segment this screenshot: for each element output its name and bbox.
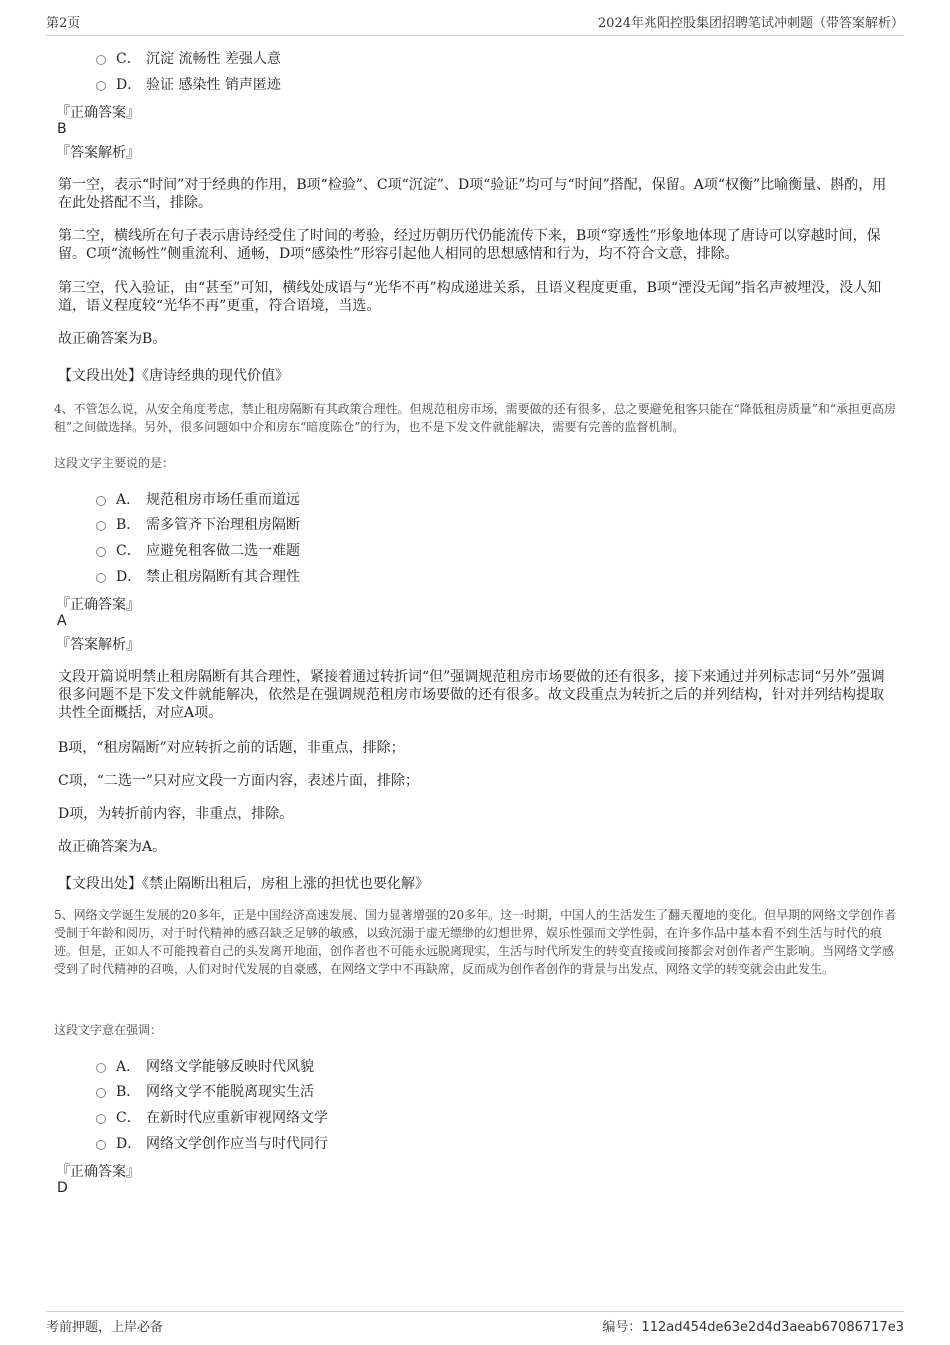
q5-answer: D [57, 1180, 68, 1196]
q5-option-b[interactable]: B． 网络文学不能脱离现实生活 [96, 1081, 314, 1101]
q3-option-d[interactable]: D． 验证 感染性 销声匿迹 [96, 74, 281, 94]
q3-analysis-label: 『答案解析』 [56, 145, 140, 161]
q3-analysis-p2: 第二空，横线所在句子表示唐诗经受住了时间的考验，经过历朝历代仍能流传下来，B项“穿透性”形象地体现了唐诗可以穿越时间，保留。C项“流畅性”侧重流利、通畅，D项“感染性”形容引起他人相同的思想感情和行为，均不符合文意，排除。 [58, 228, 881, 262]
q3-analysis-p3: 第三空，代入验证，由“甚至”可知，横线处成语与“光华不再”构成递进关系，且语义程度更重，B项“湮没无闻”指名声被埋没，没人知道，语义程度较“光华不再”更重，符合语境，当选。 [58, 280, 882, 314]
q4-option-a[interactable]: A． 规范租房市场任重而道远 [96, 489, 300, 509]
q5-answer-label: 『正确答案』 [56, 1164, 140, 1180]
q5-prompt: 这段文字意在强调： [54, 1023, 163, 1037]
q4-answer-label: 『正确答案』 [56, 597, 140, 613]
q4-answer: A [57, 613, 67, 629]
radio-icon[interactable] [96, 573, 106, 583]
radio-icon[interactable] [96, 547, 106, 557]
q4-source: 【文段出处】《禁止隔断出租后，房租上涨的担忧也要化解》 [58, 876, 429, 892]
q4-option-b[interactable]: B． 需多管齐下治理租房隔断 [96, 514, 300, 534]
q4-option-d[interactable]: D． 禁止租房隔断有其合理性 [96, 566, 300, 586]
q3-source: 【文段出处】《唐诗经典的现代价值》 [58, 368, 289, 384]
radio-icon[interactable] [96, 81, 106, 91]
q4-conclusion: 故正确答案为A。 [58, 839, 167, 855]
q5-option-a[interactable]: A． 网络文学能够反映时代风貌 [96, 1056, 314, 1076]
radio-icon[interactable] [96, 496, 106, 506]
q3-analysis-p1: 第一空，表示“时间”对于经典的作用，B项“检验”、C项“沉淀”、D项“验证”均可与“时间”搭配，保留。A项“权衡”比喻衡量、斟酌，用在此处搭配不当，排除。 [58, 177, 887, 211]
q3-option-c[interactable]: C． 沉淀 流畅性 差强人意 [96, 48, 281, 68]
footer-slogan: 考前押题，上岸必备 [46, 1320, 164, 1335]
q4-prompt: 这段文字主要说的是： [54, 456, 175, 470]
q5-stem: 5、网络文学诞生发展的20多年，正是中国经济高速发展、国力显著增强的20多年。这一时期，中国人的生活发生了翻天覆地的变化。但早期的网络文学创作者受制于年龄和阅历，对于时代精神的感召缺乏足够的敏感，以致沉溺于虚无缥缈的幻想世界，娱乐性强而文学性弱，在许多作品中基本看不到生活与时代的痕迹。但是，正如人不可能拽着自己的头发离开地面，创作者也不可能永远脱离现实，生活与时代所发生的转变直接或间接都会对创作者产生影响。当网络文学感受到了时代精神的召唤，人们对时代发展的自豪感，在网络文学中不再缺席，反而成为创作者创作的背景与出发点，网络文学的转变就会由此发生。 [54, 908, 897, 976]
q4-analysis-p3: C项，“二选一”只对应文段一方面内容，表述片面，排除； [58, 773, 420, 789]
q4-analysis-p2: B项，“租房隔断”对应转折之前的话题，非重点，排除； [58, 740, 405, 756]
page-footer [46, 1311, 904, 1335]
q4-analysis-p4: D项，为转折前内容，非重点，排除。 [58, 806, 294, 822]
q5-option-c[interactable]: C． 在新时代应重新审视网络文学 [96, 1107, 328, 1127]
q4-analysis-label: 『答案解析』 [56, 637, 140, 653]
page-header [46, 12, 904, 36]
q3-conclusion: 故正确答案为B。 [58, 331, 167, 347]
page-number: 第2页 [46, 16, 81, 31]
radio-icon[interactable] [96, 521, 106, 531]
radio-icon[interactable] [96, 1088, 106, 1098]
q3-answer-label: 『正确答案』 [56, 105, 140, 121]
q4-analysis-p1: 文段开篇说明禁止租房隔断有其合理性，紧接着通过转折词“但”强调规范租房市场要做的还有很多，接下来通过并列标志词“另外”强调很多问题不是下发文件就能解决，依然是在强调规范租房市场要做的还有很多。故文段重点为转折之后的并列结构，针对并列结构提取共性全面概括，对应A项。 [58, 669, 885, 721]
document-title: 2024年兆阳控股集团招聘笔试冲刺题（带答案解析） [597, 16, 904, 31]
document-id: 编号：112ad454de63e2d4d3aeab67086717e3 [602, 1320, 904, 1335]
radio-icon[interactable] [96, 1114, 106, 1124]
radio-icon[interactable] [96, 1063, 106, 1073]
q4-option-c[interactable]: C． 应避免租客做二选一难题 [96, 540, 300, 560]
radio-icon[interactable] [96, 55, 106, 65]
radio-icon[interactable] [96, 1140, 106, 1150]
q3-answer: B [57, 121, 67, 137]
q4-stem: 4、不管怎么说，从安全角度考虑，禁止租房隔断有其政策合理性。但规范租房市场，需要做的还有很多，总之要避免租客只能在“降低租房质量”和“承担更高房租”之间做选择。另外，很多问题如中介和房东“暗度陈仓”的行为，也不是下发文件就能解决，需要有完善的监督机制。 [54, 402, 897, 434]
q5-option-d[interactable]: D． 网络文学创作应当与时代同行 [96, 1133, 328, 1153]
